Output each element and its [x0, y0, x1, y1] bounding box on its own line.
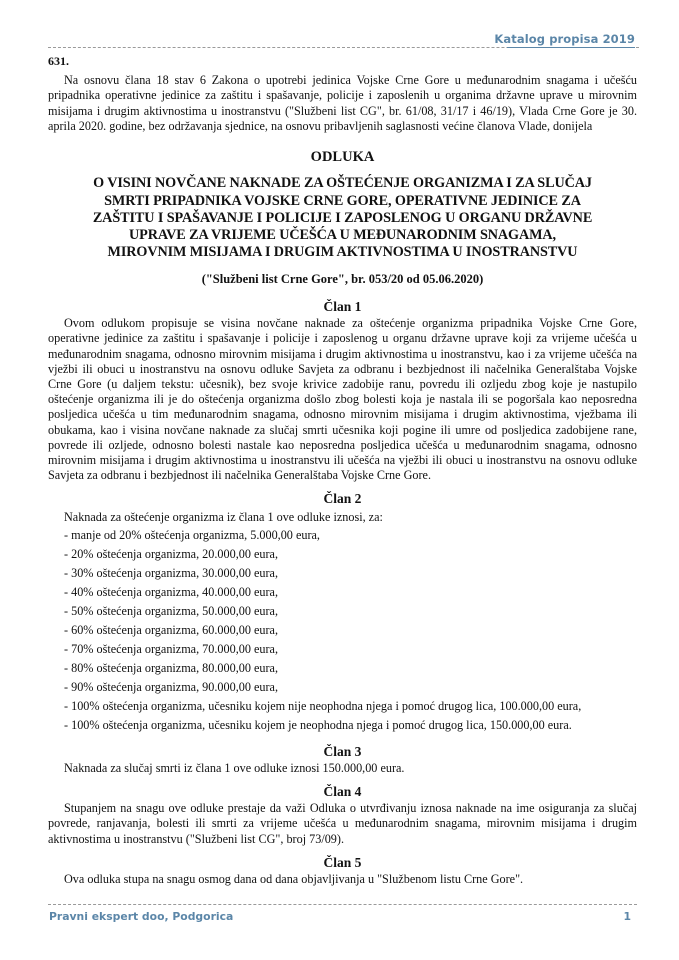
- list-item: - 40% oštećenja organizma, 40.000,00 eura,: [64, 584, 279, 599]
- article-5: [48, 855, 637, 887]
- publisher-name: Pravni ekspert doo, Podgorica: [49, 910, 234, 923]
- list-intro: Naknada za oštećenje organizma iz člana 1 ove odluke iznosi, za:: [64, 509, 383, 524]
- list-item: - 70% oštećenja organizma, 70.000,00 eura,: [64, 642, 279, 657]
- page-number: 1: [623, 910, 631, 923]
- list-item: - manje od 20% oštećenja organizma, 5.000,00 eura,: [64, 527, 320, 542]
- footer-rule: [48, 904, 637, 905]
- article-text: Ovom odlukom propisuje se visina novčane naknade za oštećenje organizma pripadnika Vojske Crne Gore, operativne jedinice za zaštitu i spašavanje i policije i zaposlenog u organu državne uprave koji za vrijeme učešća u međunarodnim snagama, odnosno mirovnim misijama i drugim aktivnostima u inostranstvu, kao i za vrijeme učešća na vježbi ili obuci u inostranstvu na osnovu odluke Savjeta za odbranu i bezbjednost ili načelnika Generalštaba Vojske Crne Gore (u daljem tekstu: učesnik), bez svoje krivice zadobije ranu, povredu ili ozljedu zbog koje je nastupilo oštećenje organizma ili je do oštećenja organizma došlo zbog bolesti koja je nastala ili se pogoršala kao neposredna posljedica učešća u tim međunarodnim snagama, odnosno mirovnim misijama i drugim aktivnostima, vježbama ili obukama, kao i visina novčane naknade za slučaj smrti učesnika koji pogine ili umre od posljedica zadobijene rane, povrede ili ozljede, odnosno bolesti nastale kao neposredna posljedica učešća u međunarodnim snagama, odnosno mirovnim misijama i drugim aktivnostima u inostranstvu ili učešća na vježbi ili obuci u inostranstvu na osnovu odluke Savjeta za odbranu i bezbjednost ili načelnika Generalštaba Vojske Crne Gore.: [48, 316, 637, 483]
- title-line: MIROVNIM MISIJAMA I DRUGIM AKTIVNOSTIMA U INOSTRANSTVU: [107, 244, 578, 261]
- article-text: Ova odluka stupa na snagu osmog dana od dana objavljivanja u "Službenom listu Crne Gore".: [64, 872, 524, 886]
- document-body: [48, 54, 637, 887]
- list-item: - 30% oštećenja organizma, 30.000,00 eura,: [64, 565, 279, 580]
- compensation-list: [48, 509, 637, 736]
- article-2: [48, 491, 637, 735]
- article-text: Naknada za slučaj smrti iz člana 1 ove odluke iznosi 150.000,00 eura.: [64, 760, 405, 775]
- list-item: - 100% oštećenja organizma, učesniku kojem nije neophodna njega i pomoć drugog lica, 100.000,00 eura,: [64, 699, 582, 714]
- list-item: - 90% oštećenja organizma, 90.000,00 eura,: [64, 680, 279, 695]
- title-line: O VISINI NOVČANE NAKNADE ZA OŠTEĆENJE ORGANIZMA I ZA SLUČAJ: [93, 175, 592, 192]
- gazette-reference: ("Službeni list Crne Gore", br. 053/20 od 05.06.2020): [201, 271, 484, 286]
- list-item: - 50% oštećenja organizma, 50.000,00 eura,: [64, 603, 279, 618]
- preamble: Na osnovu člana 18 stav 6 Zakona o upotrebi jedinica Vojske Crne Gore u međunarodnim snagama i učešću pripadnika operativne jedinice za zaštitu i spašavanje, policije i zaposlenih u organima državne uprave u mirovnim misijama i drugim aktivnostima u inostranstvu ("Službeni list CG", br. 61/08, 31/17 i 46/19), Vlada Crne Gore je 30. aprila 2020. godine, bez održavanja sjednice, na osnovu pribavljenih saglasnosti većine članova Vlade, donijela: [48, 73, 637, 133]
- article-heading: Član 5: [323, 854, 362, 870]
- list-item: - 60% oštećenja organizma, 60.000,00 eura,: [64, 623, 279, 638]
- article-text: Stupanjem na snagu ove odluke prestaje da važi Odluka o utvrđivanju iznosa naknade na ime osiguranja za slučaj povrede, ranjavanja, bolesti ili smrti za vrijeme učešća u međunarodnim snagama, mirovnim misijama i drugim aktivnostima u inostranstvu ("Službeni list CG", broj 73/09).: [48, 801, 637, 846]
- article-heading: Član 3: [323, 743, 362, 759]
- title-line: UPRAVE ZA VRIJEME UČEŠĆA U MEĐUNARODNIM SNAGAMA,: [128, 227, 557, 244]
- regulation-number: 631.: [48, 54, 69, 68]
- article-heading: Član 1: [323, 298, 362, 314]
- document-type: ODLUKA: [310, 149, 375, 166]
- list-item: - 80% oštećenja organizma, 80.000,00 eura,: [64, 661, 279, 676]
- catalog-title-underline: [507, 47, 635, 48]
- title-line: SMRTI PRIPADNIKA VOJSKE CRNE GORE, OPERATIVNE JEDINICE ZA: [104, 192, 581, 209]
- article-heading: Član 2: [323, 491, 362, 507]
- list-item: - 20% oštećenja organizma, 20.000,00 eura,: [64, 546, 279, 561]
- list-item: - 100% oštećenja organizma, učesniku kojem je neophodna njega i pomoć drugog lica, 150.000,00 eura.: [64, 718, 572, 733]
- article-heading: Član 4: [323, 783, 362, 799]
- document-title: [48, 175, 637, 261]
- article-3: [48, 744, 637, 776]
- article-1: [48, 299, 637, 483]
- title-line: ZAŠTITU I SPAŠAVANJE I POLICIJE I ZAPOSLENOG U ORGANU DRŽAVNE: [92, 209, 593, 226]
- article-4: [48, 784, 637, 847]
- catalog-title: Katalog propisa 2019: [494, 32, 635, 46]
